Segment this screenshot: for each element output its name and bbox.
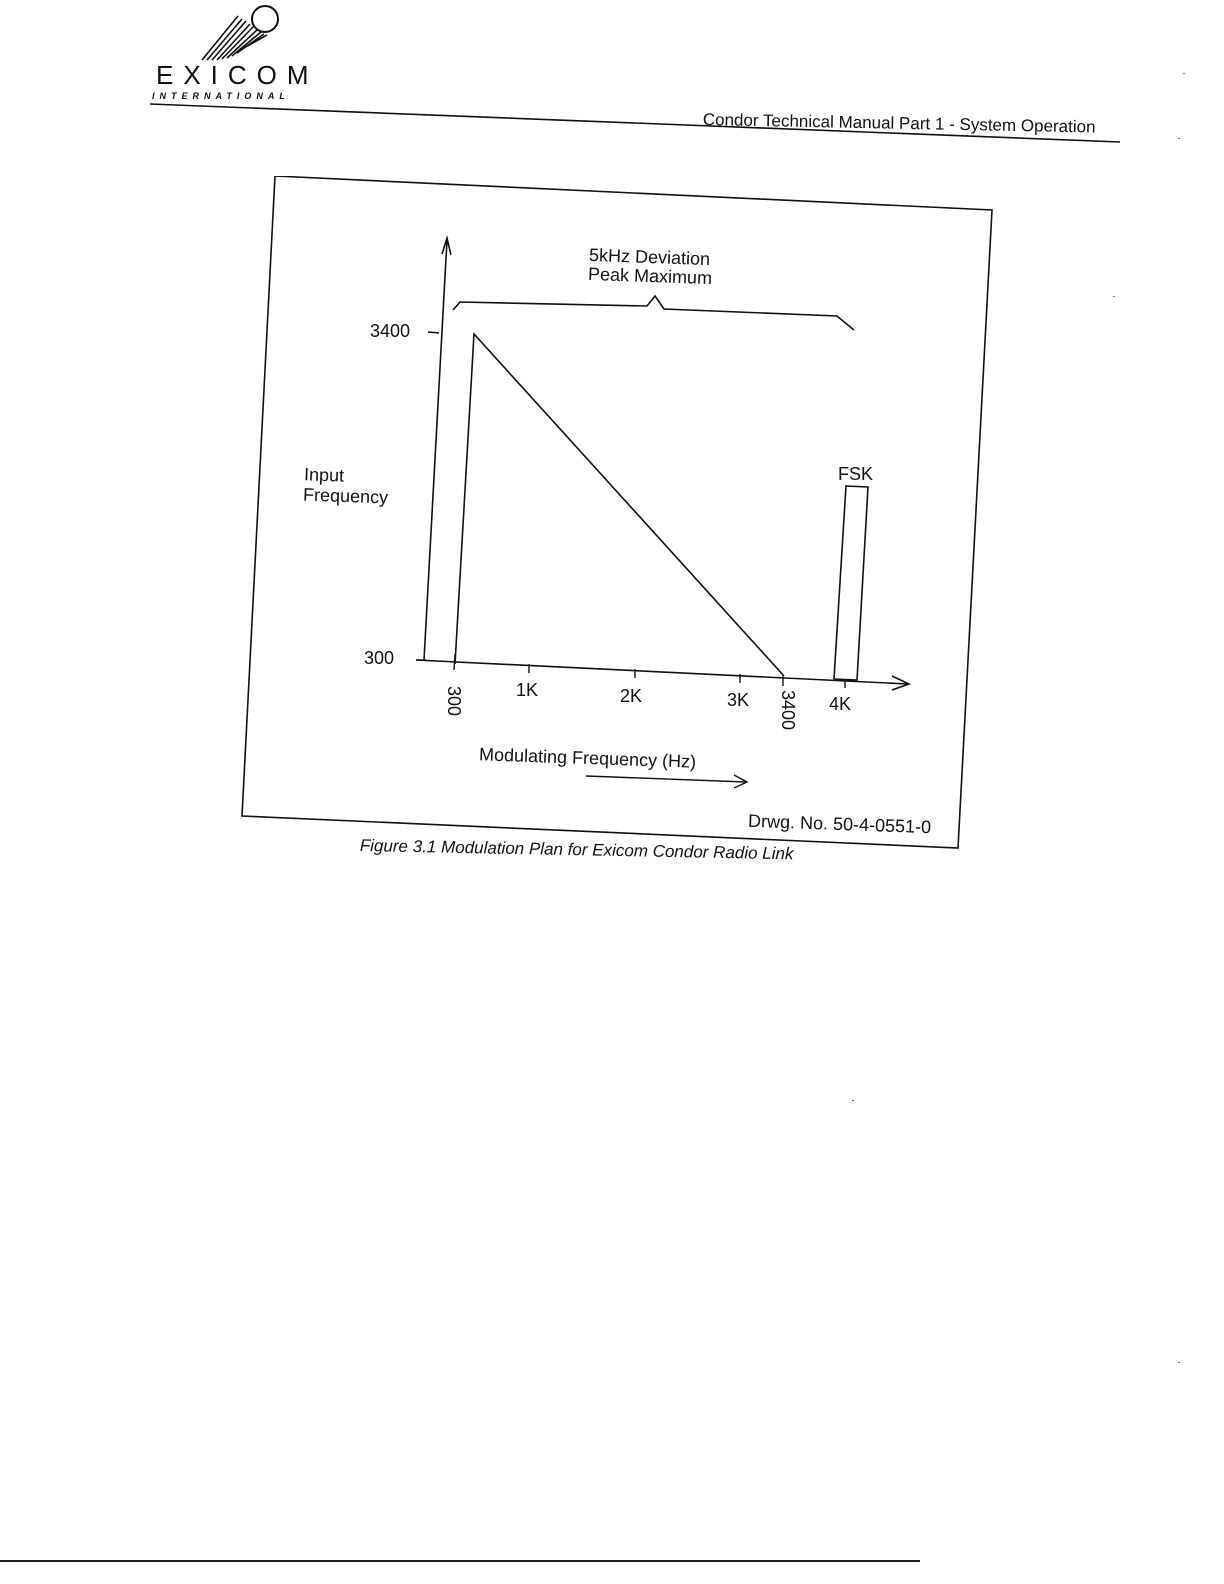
figure-caption: Figure 3.1 Modulation Plan for Exicom Condor Radio Link [359, 836, 794, 864]
comet-logo-icon [198, 2, 288, 64]
company-name: EXICOM [156, 60, 319, 90]
drawing-number: Drwg. No. 50-4-0551-0 [747, 810, 932, 838]
y-axis [424, 240, 447, 660]
document-title: Condor Technical Manual Part 1 - System Operation [702, 110, 1096, 137]
x-tick-label-2k: 2K [620, 686, 643, 706]
company-subtitle: INTERNATIONAL [152, 91, 290, 101]
y-tick-label-300: 300 [364, 648, 395, 668]
fsk-band [834, 486, 868, 680]
x-tick-label-1k: 1K [516, 680, 539, 700]
x-tick-label-3400: 3400 [778, 690, 798, 731]
x-tick-label-3k: 3K [727, 690, 750, 710]
scan-speck [852, 1100, 854, 1101]
deviation-label-line2: Peak Maximum [587, 263, 713, 289]
x-axis-label: Modulating Frequency (Hz) [478, 744, 697, 772]
exicom-logo [150, 2, 330, 102]
y-tick-label-3400: 3400 [370, 321, 411, 341]
deviation-label-line1: 5kHz Deviation [588, 244, 711, 270]
y-tick-3400 [428, 332, 439, 333]
y-axis-label-line1: Input [303, 464, 345, 486]
scan-speck [1113, 296, 1115, 297]
modulation-triangle [455, 334, 784, 676]
y-axis-label-line2: Frequency [302, 484, 389, 508]
fsk-label: FSK [838, 464, 874, 484]
scan-speck [1178, 138, 1180, 139]
footer-rule [0, 1560, 920, 1562]
x-tick-label-4k: 4K [829, 694, 852, 714]
scan-speck [1183, 73, 1185, 74]
scan-speck [1178, 1362, 1180, 1363]
figure-modulation-plan [240, 176, 996, 852]
x-tick-label-300: 300 [444, 686, 464, 717]
deviation-brace [453, 296, 854, 330]
xlabel-arrow-line [586, 776, 746, 782]
